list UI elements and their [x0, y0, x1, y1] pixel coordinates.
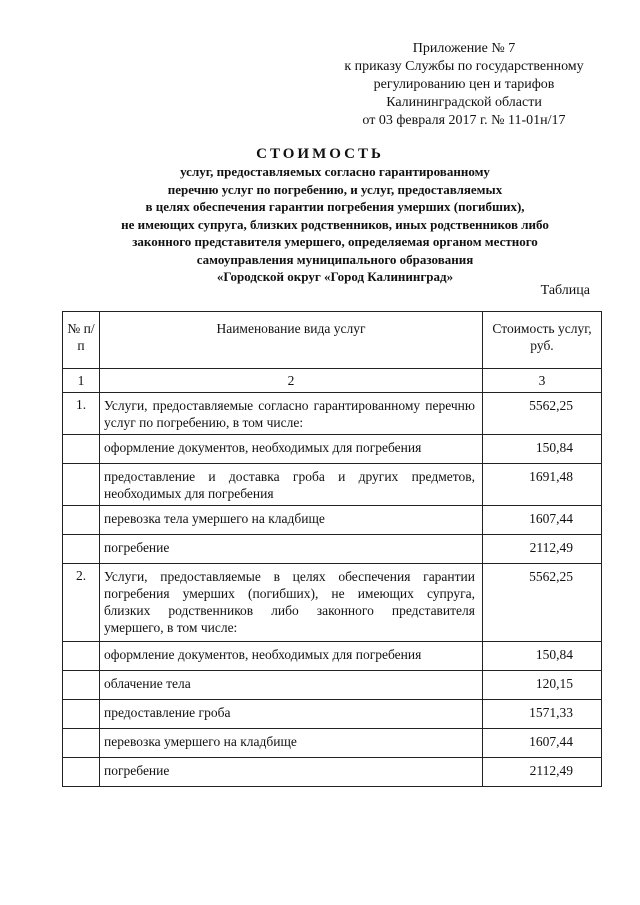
table-row — [63, 506, 602, 535]
header-name: Наименование вида услуг — [100, 312, 483, 369]
header-num: № п/п — [63, 312, 100, 369]
table-row — [63, 758, 602, 787]
annex-line: регулированию цен и тарифов — [373, 77, 555, 92]
item-cost: 1571,33 — [483, 700, 602, 729]
row-number — [63, 435, 100, 464]
document-title: СТОИМОСТЬ — [256, 146, 384, 162]
table-row — [63, 435, 602, 464]
document-subtitle — [40, 163, 630, 286]
subtitle-line: самоуправления муниципального образования — [196, 251, 474, 267]
item-name: оформление документов, необходимых для погребения — [100, 435, 483, 464]
row-number — [63, 464, 100, 506]
item-cost: 1607,44 — [483, 729, 602, 758]
group-total: 5562,25 — [483, 564, 602, 642]
item-cost: 2112,49 — [483, 758, 602, 787]
row-number — [63, 535, 100, 564]
subtitle-line: законного представителя умершего, определяемая органом местного — [132, 234, 538, 249]
row-number — [63, 700, 100, 729]
group-title: Услуги, предоставляемые согласно гарантированному перечню услуг по погребению, в том числе: — [100, 393, 483, 435]
group-title: Услуги, предоставляемые в целях обеспечения гарантии погребения умерших (погибших), не имеющих супруга, близких родственников либо законного представителя умершего, в том числе: — [100, 564, 483, 642]
table-row — [63, 729, 602, 758]
table-label: Таблица — [540, 283, 590, 298]
row-number — [63, 642, 100, 671]
header-cost: Стоимость услуг, руб. — [483, 312, 602, 369]
table-row — [63, 464, 602, 506]
table-row — [63, 642, 602, 671]
table-row-group — [63, 564, 602, 642]
table-row-group — [63, 393, 602, 435]
subtitle-line: перечню услуг по погребению, и услуг, предоставляемых — [167, 181, 503, 197]
item-name: предоставление и доставка гроба и других предметов, необходимых для погребения — [100, 464, 483, 506]
item-name: погребение — [100, 535, 483, 564]
item-name: предоставление гроба — [100, 700, 483, 729]
subtitle-line: в целях обеспечения гарантии погребения умерших (погибших), — [145, 199, 525, 214]
row-number — [63, 671, 100, 700]
row-number — [63, 506, 100, 535]
item-cost: 120,15 — [483, 671, 602, 700]
item-name: перевозка умершего на кладбище — [100, 729, 483, 758]
table-header-row — [63, 312, 602, 369]
col-number: 2 — [100, 369, 483, 393]
item-cost: 150,84 — [483, 642, 602, 671]
subtitle-line: «Городской округ «Город Калининград» — [216, 269, 454, 284]
item-name: перевозка тела умершего на кладбище — [100, 506, 483, 535]
col-number: 3 — [483, 369, 602, 393]
item-name: облачение тела — [100, 671, 483, 700]
row-number: 2. — [63, 564, 100, 642]
item-name: погребение — [100, 758, 483, 787]
subtitle-line: не имеющих супруга, близких родственников, иных родственников либо — [121, 216, 549, 232]
row-number — [63, 729, 100, 758]
item-cost: 2112,49 — [483, 535, 602, 564]
table-row — [63, 700, 602, 729]
item-name: оформление документов, необходимых для погребения — [100, 642, 483, 671]
item-cost: 1691,48 — [483, 464, 602, 506]
annex-line: от 03 февраля 2017 г. № 11-01н/17 — [362, 113, 566, 128]
col-number: 1 — [63, 369, 100, 393]
annex-line: к приказу Службы по государственному — [344, 59, 584, 74]
subtitle-line: услуг, предоставляемых согласно гарантированному — [180, 164, 490, 179]
column-number-row — [63, 369, 602, 393]
row-number: 1. — [63, 393, 100, 435]
annex-line: Калининградской области — [386, 95, 542, 110]
row-number — [63, 758, 100, 787]
cost-table — [62, 311, 602, 787]
item-cost: 150,84 — [483, 435, 602, 464]
table-row — [63, 535, 602, 564]
item-cost: 1607,44 — [483, 506, 602, 535]
annex-header — [318, 40, 610, 130]
group-total: 5562,25 — [483, 393, 602, 435]
annex-line: Приложение № 7 — [412, 41, 516, 56]
table-row — [63, 671, 602, 700]
